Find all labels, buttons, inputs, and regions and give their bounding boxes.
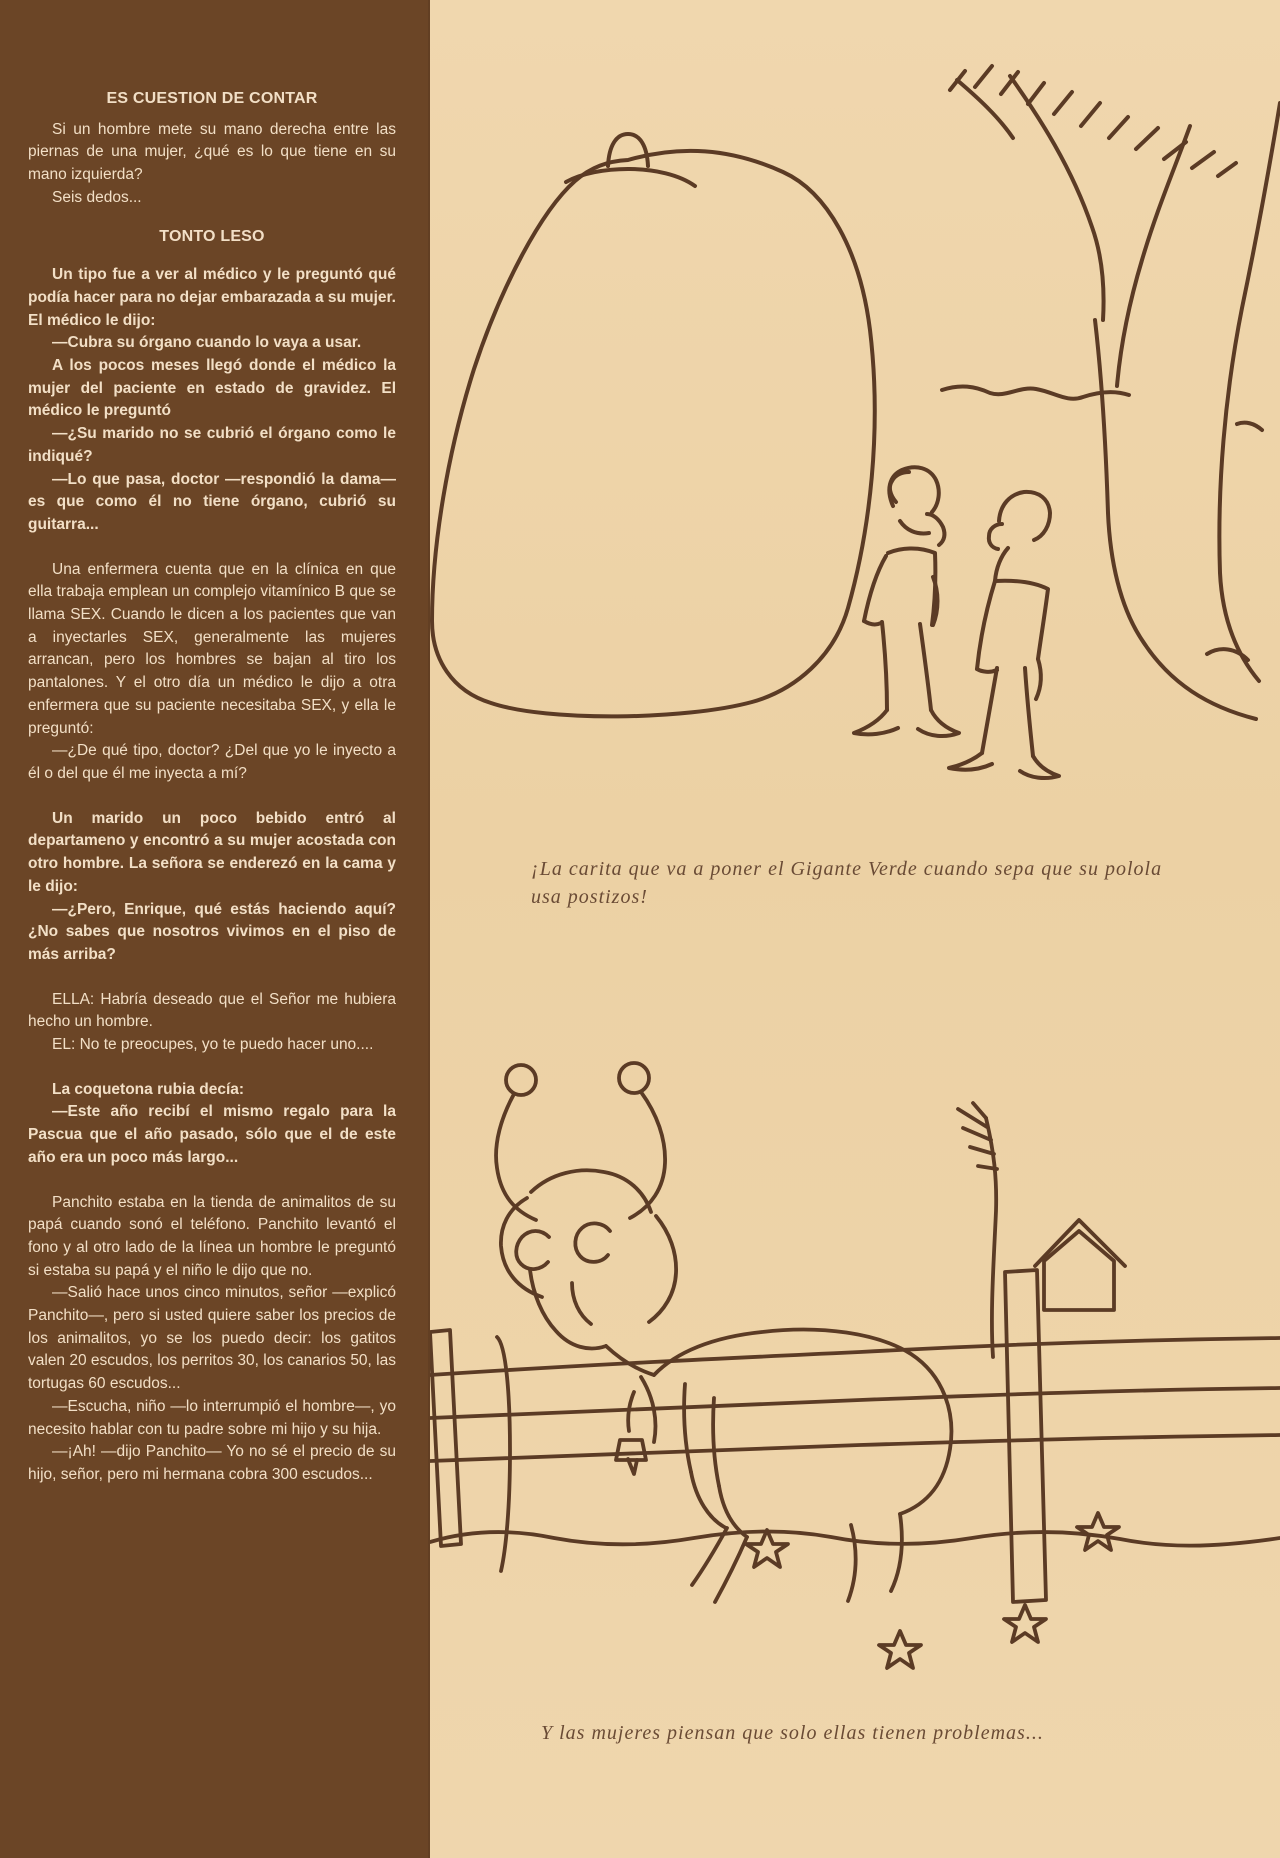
paragraph: La coquetona rubia decía: xyxy=(52,1080,245,1098)
right-cartoon-area xyxy=(430,0,1280,1858)
paragraph: —Este año recibí el mismo regalo para la Pascua que el año pasado, sólo que el de este año era un poco más largo... xyxy=(28,1103,396,1166)
paragraph: —¡Ah! —dijo Panchito— Yo no sé el precio de su hijo, señor, pero mi hermana cobra 300 escudos... xyxy=(28,1443,396,1483)
ground-scribble-1 xyxy=(1237,423,1262,430)
caption-first-cartoon: ¡La carita que va a poner el Gigante Verde cuando sepa que su polola usa postizos! xyxy=(531,858,1163,908)
paragraph: —¿De qué tipo, doctor? ¿Del que yo le inyecto a él o del que él me inyecta a mí? xyxy=(28,742,396,782)
paragraph: Una enfermera cuenta que en la clínica en que ella trabaja emplean un complejo vitamínico B que se llama SEX. Cuando le dicen a los pacientes que van a inyectarles SEX, generalmente las mujeres arrancan, pero los hombres se bajan al tiro los pantalones. Y el otro día un médico le dijo a otra enfermera que su paciente necesitaba SEX, y ella le preguntó: xyxy=(28,560,396,737)
paragraph: A los pocos meses llegó donde el médico la mujer del paciente en estado de gravidez. El médico le preguntó xyxy=(28,357,396,420)
paragraph: Un tipo fue a ver al médico y le preguntó qué podía hacer para no dejar embarazada a su mujer. El médico le dijo: xyxy=(28,266,396,329)
fence-top-wire xyxy=(430,1338,1280,1375)
paragraph: —Cubra su órgano cuando lo vaya a usar. xyxy=(52,334,362,352)
section-title-count: ES CUESTION DE CONTAR xyxy=(106,90,318,107)
cartoons-svg xyxy=(430,0,1280,1858)
tree-right-edge xyxy=(1219,103,1280,681)
paragraph: ELLA: Habría deseado que el Señor me hubiera hecho un hombre. xyxy=(28,990,396,1031)
paragraph: —Lo que pasa, doctor —respondió la dama— es que como él no tiene órgano, cubrió su guitarra... xyxy=(28,470,396,533)
fence-post-left xyxy=(430,1330,461,1546)
giant-egg-outline xyxy=(432,151,875,717)
paragraph: Un marido un poco bebido entró al departameno y encontró a su mujer acostada con otro hombre. La señora se enderezó en la cama y le dijo: xyxy=(28,809,396,895)
stars xyxy=(746,1513,1119,1668)
paragraph: Panchito estaba en la tienda de animalitos de su papá cuando sonó el teléfono. Panchito levantó el fono y al otro lado de la línea un hombre le preguntó si estaba su papá y el niño le dijo que no. xyxy=(28,1193,396,1279)
tree-top-strokes xyxy=(950,66,1236,176)
paragraph: —Salió hace unos cinco minutos, señor —explicó Panchito—, pero si usted quiere saber los precios de los animalitos, yo se los puedo decir: los gatitos valen 20 escudos, los perritos 30, los canarios 50, las tortugas 60 escudos... xyxy=(28,1284,396,1393)
cow xyxy=(496,1063,951,1602)
paragraph: Seis dedos... xyxy=(52,188,142,206)
cartoon-green-giant-scene xyxy=(432,66,1280,778)
paragraph: EL: No te preocupes, yo te puedo hacer uno.... xyxy=(52,1036,374,1054)
fence-post-right xyxy=(1005,1270,1046,1602)
tree-branch-right xyxy=(1117,126,1190,386)
left-text-column xyxy=(0,0,430,1858)
cartoon-cow-scene xyxy=(430,1063,1280,1668)
paragraph: —¿Pero, Enrique, qué estás haciendo aquí? ¿No sabes que nosotros vivimos en el piso de más arriba? xyxy=(28,900,396,963)
paragraph: —¿Su marido no se cubrió el órgano como le indiqué? xyxy=(28,425,396,465)
man-2 xyxy=(949,492,1059,778)
fence-middle-wire xyxy=(430,1388,1280,1418)
joke-text-block xyxy=(28,88,396,1487)
fence-bottom-wire xyxy=(430,1435,1280,1461)
paragraph: Si un hombre mete su mano derecha entre las piernas de una mujer, ¿qué es lo que tiene en su mano izquierda? xyxy=(28,120,396,184)
caption-second-cartoon: Y las mujeres piensan que solo ellas tienen problemas... xyxy=(541,1722,1044,1744)
section-title-tonto-leso: TONTO LESO xyxy=(159,227,265,245)
paragraph: —Escucha, niño —lo interrumpió el hombre—, yo necesito hablar con tu padre sobre mi hijo y su hija. xyxy=(28,1397,396,1438)
